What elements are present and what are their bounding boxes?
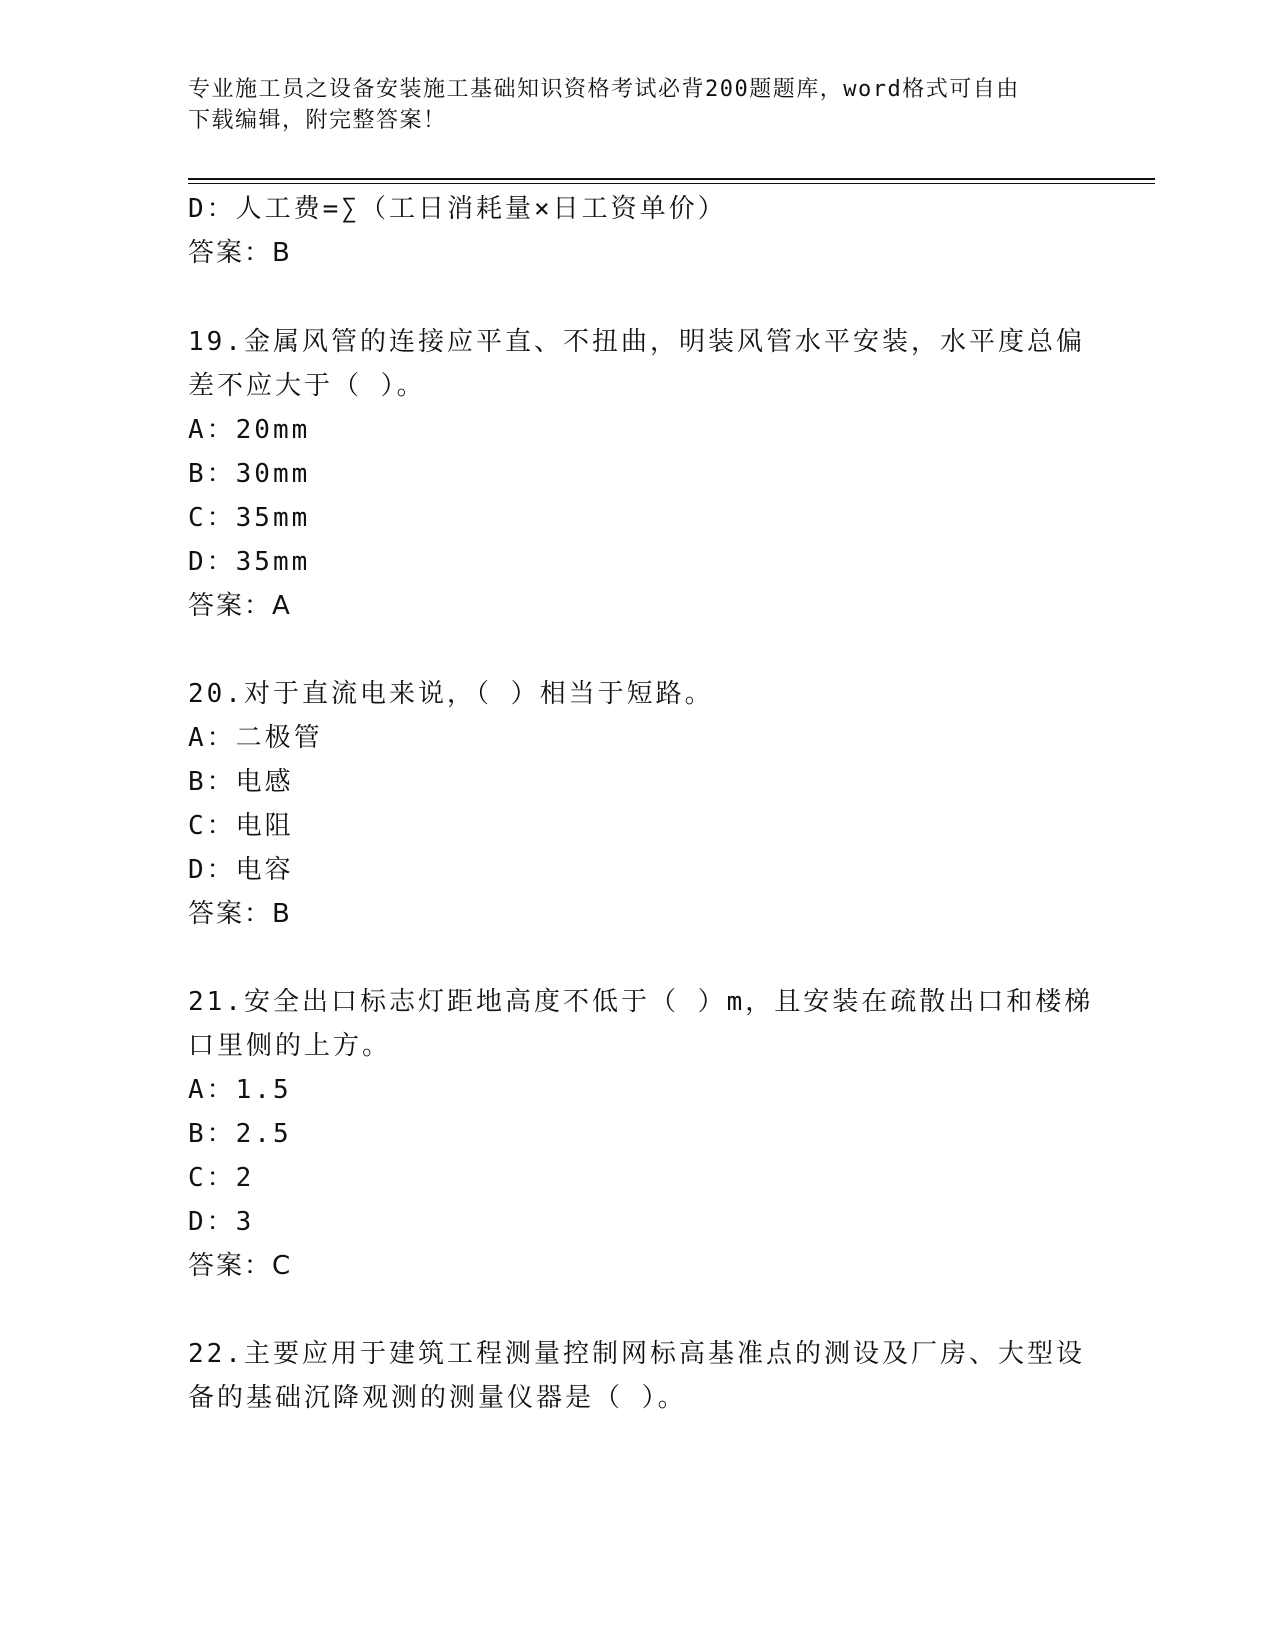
header-divider-thin <box>188 183 1155 184</box>
q19-answer: 答案：A <box>188 591 292 621</box>
header-title-line2: 下载编辑，附完整答案！ <box>188 108 447 133</box>
header-divider-thick <box>188 178 1155 180</box>
q19-option-d: D：35mm <box>188 547 311 577</box>
q18-option-d: D：人工费=∑（工日消耗量×日工资单价） <box>188 194 727 224</box>
q20-option-b: B：电感 <box>188 767 294 797</box>
q19-stem-line2: 差不应大于（ ）。 <box>188 371 426 401</box>
q18-answer: 答案：B <box>188 238 292 268</box>
q19-stem-line1: 19.金属风管的连接应平直、不扭曲，明装风管水平安装，水平度总偏 <box>188 327 1085 357</box>
q19-option-c: C：35mm <box>188 503 311 533</box>
q21-option-c: C：2 <box>188 1163 255 1193</box>
q22-stem-line1: 22.主要应用于建筑工程测量控制网标高基准点的测设及厂房、大型设 <box>188 1339 1085 1369</box>
q19-option-a: A：20mm <box>188 415 311 445</box>
q21-stem-line2: 口里侧的上方。 <box>188 1031 392 1061</box>
q22-stem-line2: 备的基础沉降观测的测量仪器是（ ）。 <box>188 1383 687 1413</box>
q20-answer: 答案：B <box>188 899 292 929</box>
q19-option-b: B：30mm <box>188 459 311 489</box>
q21-option-a: A：1.5 <box>188 1075 292 1105</box>
q21-stem-line1: 21.安全出口标志灯距地高度不低于（ ）m，且安装在疏散出口和楼梯 <box>188 987 1094 1017</box>
q21-answer: 答案：C <box>188 1251 293 1281</box>
q20-stem-line1: 20.对于直流电来说，（ ）相当于短路。 <box>188 679 714 709</box>
q21-option-d: D：3 <box>188 1207 255 1237</box>
q20-option-c: C：电阻 <box>188 811 294 841</box>
header-title-line1: 专业施工员之设备安装施工基础知识资格考试必背200题题库，word格式可自由 <box>188 77 1020 102</box>
document-header <box>188 74 1088 136</box>
q21-option-b: B：2.5 <box>188 1119 292 1149</box>
q20-option-a: A：二极管 <box>188 723 323 753</box>
q20-option-d: D：电容 <box>188 855 294 885</box>
